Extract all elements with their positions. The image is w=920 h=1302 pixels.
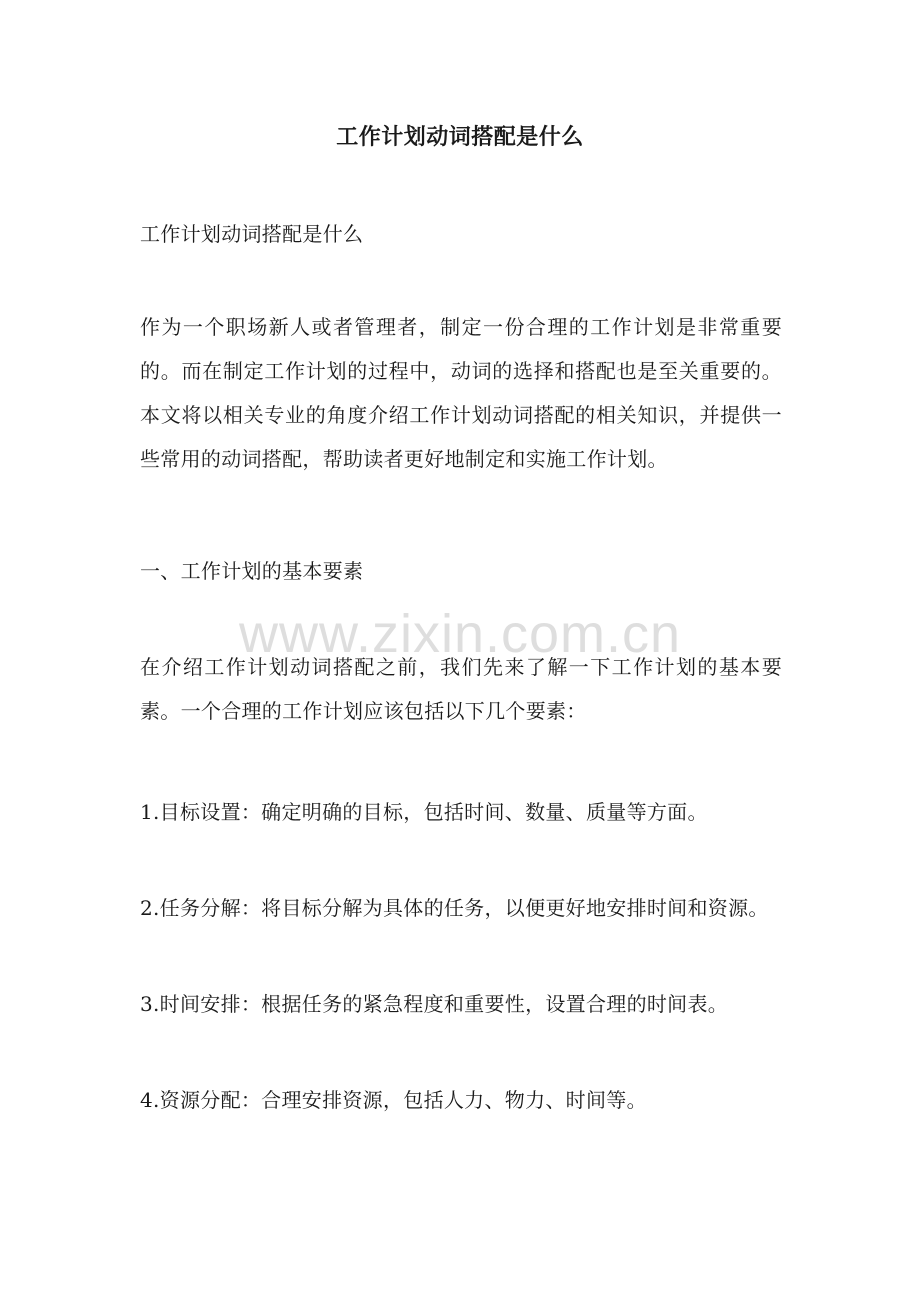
intro-paragraph: 作为一个职场新人或者管理者，制定一份合理的工作计划是非常重要的。而在制定工作计划的过程中，动词的选择和搭配也是至关重要的。本文将以相关专业的角度介绍工作计划动词搭配的相关知识，并提供一些常用的动词搭配，帮助读者更好地制定和实施工作计划。: [140, 315, 782, 471]
section-heading: 一、工作计划的基本要素: [140, 559, 364, 583]
list-item-task-breakdown: 2.任务分解：将目标分解为具体的任务，以便更好地安排时间和资源。: [140, 896, 769, 920]
list-item-goal-setting: 1.目标设置：确定明确的目标，包括时间、数量、质量等方面。: [140, 800, 708, 824]
document-title: 工作计划动词搭配是什么: [336, 124, 584, 150]
section-paragraph: 在介绍工作计划动词搭配之前，我们先来了解一下工作计划的基本要素。一个合理的工作计划应该包括以下几个要素：: [140, 655, 782, 723]
watermark: www.zixin.com.cn: [238, 604, 682, 664]
list-item-resource-allocation: 4.资源分配：合理安排资源，包括人力、物力、时间等。: [140, 1088, 647, 1112]
document-subtitle: 工作计划动词搭配是什么: [140, 222, 364, 246]
list-item-time-schedule: 3.时间安排：根据任务的紧急程度和重要性，设置合理的时间表。: [140, 992, 729, 1016]
